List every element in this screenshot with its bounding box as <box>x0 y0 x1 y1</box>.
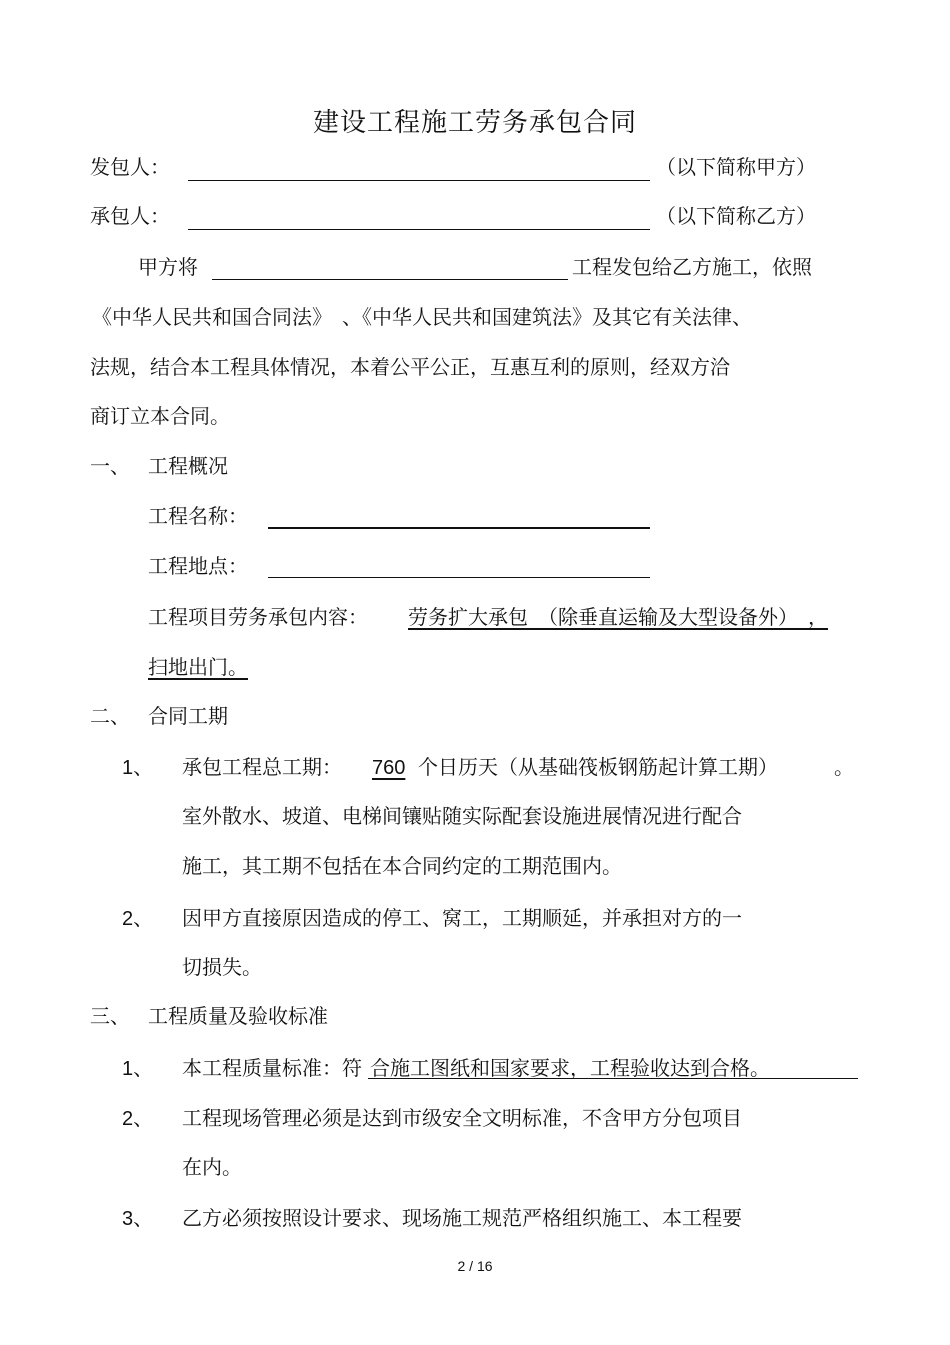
project-name-label: 工程名称： <box>148 504 248 528</box>
intro-line2: 《中华人民共和国合同法》 、《中华人民共和国建筑法》及其它有关法律、 <box>92 305 752 329</box>
section3-item2-line1: 工程现场管理必须是达到市级安全文明标准，不含甲方分包项目 <box>182 1106 742 1130</box>
intro-line1-suffix: 工程发包给乙方施工，依照 <box>572 255 812 279</box>
section3-item2-number: 2、 <box>122 1108 154 1130</box>
party-b-label: 承包人： <box>90 204 170 228</box>
scope-label: 工程项目劳务承包内容： <box>148 605 368 629</box>
section2-item1-line3: 施工，其工期不包括在本合同约定的工期范围内。 <box>182 854 622 878</box>
section3-heading: 工程质量及验收标准 <box>148 1004 328 1028</box>
total-duration-days: 760 <box>372 757 406 779</box>
section2-item1-line2: 室外散水、坡道、电梯间镶贴随实际配套设施进展情况进行配合 <box>182 804 742 828</box>
section2-item2-line1: 因甲方直接原因造成的停工、窝工，工期顺延，并承担对方的一 <box>182 906 742 930</box>
party-a-label: 发包人： <box>90 155 170 179</box>
party-b-suffix: （以下简称乙方） <box>656 204 816 228</box>
section2-item2-number: 2、 <box>122 908 154 930</box>
intro-line3: 法规，结合本工程具体情况，本着公平公正，互惠互利的原则，经双方洽 <box>90 355 730 379</box>
section1-heading: 工程概况 <box>148 454 228 478</box>
section3-item2-line2: 在内。 <box>182 1155 242 1179</box>
section2-item1-end: 。 <box>834 755 854 779</box>
party-a-blank-line <box>188 180 650 181</box>
section2-item2-line2: 切损失。 <box>182 955 262 979</box>
scope-value: 劳务扩大承包 （除垂直运输及大型设备外） ， <box>408 605 828 629</box>
intro-line1-prefix: 甲方将 <box>138 255 198 279</box>
section3-item3-line1: 乙方必须按照设计要求、现场施工规范严格组织施工、本工程要 <box>182 1206 742 1230</box>
section2-heading: 合同工期 <box>148 704 228 728</box>
section2-item1-number: 1、 <box>122 757 154 779</box>
intro-line4: 商订立本合同。 <box>90 404 230 428</box>
party-b-blank-line <box>188 229 650 230</box>
section3-item3-number: 3、 <box>122 1208 154 1230</box>
scope-value-continued: 扫地出门。 <box>148 655 248 679</box>
project-location-label: 工程地点： <box>148 554 248 578</box>
section2-number: 二、 <box>90 704 130 728</box>
section2-item1-prefix: 承包工程总工期： <box>182 755 342 779</box>
document-title: 建设工程施工劳务承包合同 <box>312 108 637 138</box>
section3-item1-number: 1、 <box>122 1058 154 1080</box>
project-location-blank-line <box>268 577 650 578</box>
party-a-suffix: （以下简称甲方） <box>656 155 816 179</box>
page-number: 2 / 16 <box>457 1258 493 1274</box>
section2-item1-suffix: 个日历天（从基础筏板钢筋起计算工期） <box>418 755 778 779</box>
quality-standard-underline <box>368 1078 858 1079</box>
section1-number: 一、 <box>90 454 130 478</box>
quality-standard-value: 合施工图纸和国家要求，工程验收达到合格。 <box>370 1056 770 1080</box>
section3-item1-prefix: 本工程质量标准：符 <box>182 1056 362 1080</box>
project-blank-line <box>212 279 568 280</box>
project-name-blank-line <box>268 527 650 529</box>
section3-number: 三、 <box>90 1004 130 1028</box>
